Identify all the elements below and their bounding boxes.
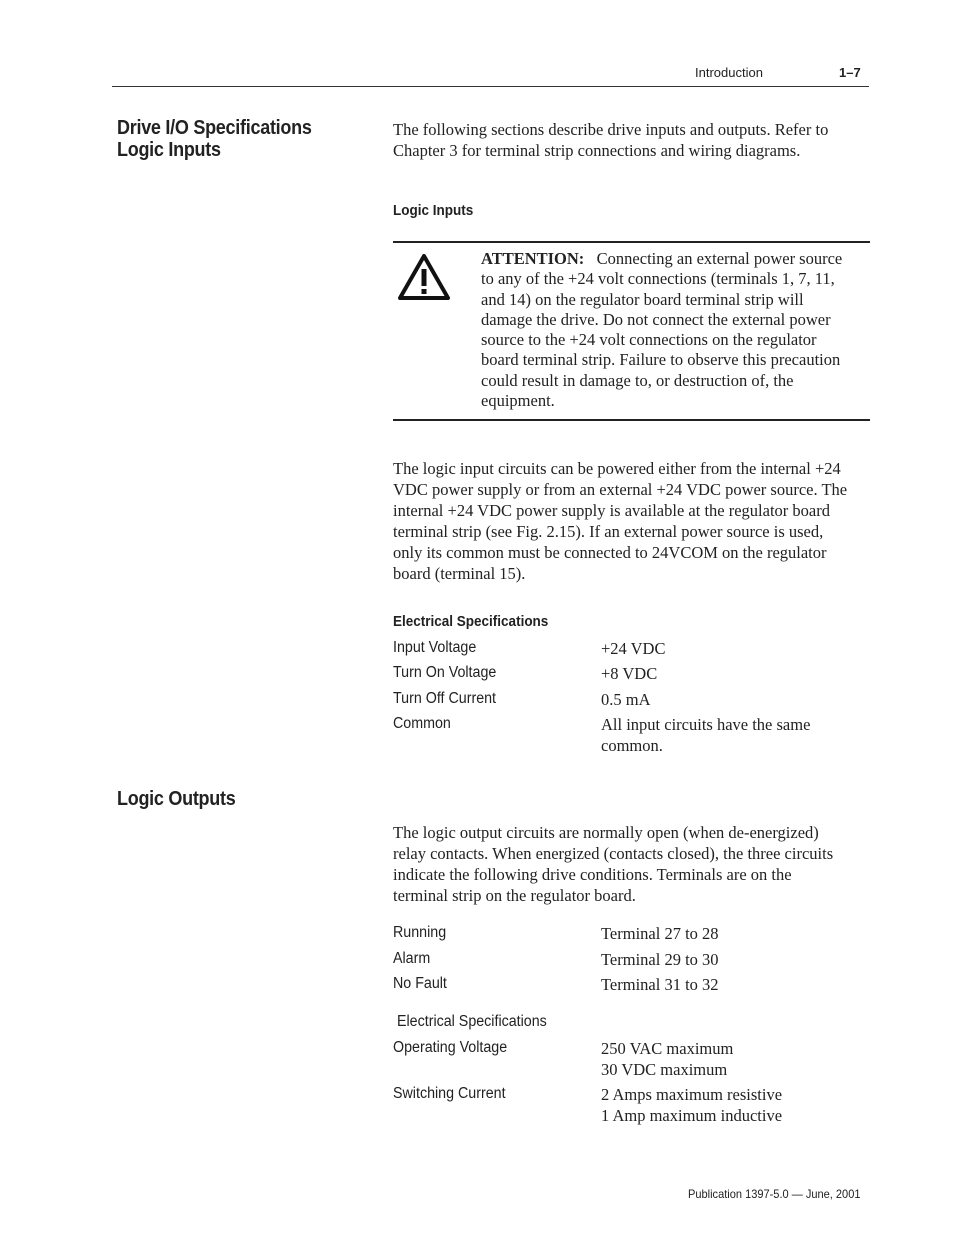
- header-rule: [112, 86, 869, 87]
- subheading-electrical-specifications-outputs: Electrical Specifications: [397, 1013, 547, 1030]
- attention-label: ATTENTION:: [481, 249, 585, 268]
- spec-label: Turn On Voltage: [393, 664, 497, 681]
- publication-footer: Publication 1397-5.0 — June, 2001: [688, 1187, 861, 1201]
- spec-label: Input Voltage: [393, 639, 477, 656]
- attention-line: equipment.: [481, 391, 555, 411]
- paragraph-line: The logic input circuits can be powered either from the internal +24: [393, 459, 841, 478]
- subheading-logic-inputs: Logic Inputs: [393, 202, 474, 219]
- terminal-label: Running: [393, 924, 447, 941]
- intro-line: Chapter 3 for terminal strip connections and wiring diagrams.: [393, 141, 801, 160]
- spec-value: All input circuits have the same: [601, 715, 811, 734]
- section-heading-logic-inputs: Logic Inputs: [117, 139, 221, 161]
- terminal-label: Alarm: [393, 950, 431, 967]
- paragraph-line: The logic output circuits are normally open (when de-energized): [393, 823, 819, 842]
- spec-value: +24 VDC: [601, 639, 666, 658]
- attention-top-rule: [393, 241, 870, 243]
- terminal-label: No Fault: [393, 975, 447, 992]
- spec-label: Operating Voltage: [393, 1039, 508, 1056]
- attention-text: Connecting an external power source: [596, 249, 843, 268]
- running-header-section: Introduction: [695, 65, 763, 80]
- attention-line: damage the drive. Do not connect the external power: [481, 309, 831, 329]
- attention-line: and 14) on the regulator board terminal strip will: [481, 289, 804, 309]
- section-heading-logic-outputs: Logic Outputs: [117, 788, 236, 810]
- warning-triangle-icon: [397, 253, 451, 301]
- spec-value: common.: [601, 736, 663, 755]
- spec-value: +8 VDC: [601, 664, 658, 683]
- terminal-value: Terminal 27 to 28: [601, 924, 719, 943]
- attention-line: could result in damage to, or destruction of, the: [481, 370, 794, 390]
- paragraph-line: only its common must be connected to 24VCOM on the regulator: [393, 543, 827, 562]
- terminal-value: Terminal 29 to 30: [601, 950, 719, 969]
- attention-line: to any of the +24 volt connections (terminals 1, 7, 11,: [481, 269, 835, 289]
- spec-label: Common: [393, 715, 451, 732]
- paragraph-line: board (terminal 15).: [393, 564, 526, 583]
- paragraph-line: relay contacts. When energized (contacts closed), the three circuits: [393, 844, 834, 863]
- attention-line: board terminal strip. Failure to observe this precaution: [481, 350, 841, 370]
- spec-value: 2 Amps maximum resistive: [601, 1085, 783, 1104]
- paragraph-line: internal +24 VDC power supply is available at the regulator board: [393, 501, 830, 520]
- spec-value: 1 Amp maximum inductive: [601, 1106, 783, 1125]
- paragraph-line: VDC power supply or from an external +24 VDC power source. The: [393, 480, 848, 499]
- paragraph-line: terminal strip on the regulator board.: [393, 886, 636, 905]
- spec-value: 30 VDC maximum: [601, 1060, 728, 1079]
- section-heading-drive-io: Drive I/O Specifications: [117, 117, 312, 139]
- logic-outputs-paragraph: [393, 822, 873, 906]
- attention-message: [481, 249, 866, 411]
- intro-line: The following sections describe drive inputs and outputs. Refer to: [393, 120, 829, 139]
- logic-inputs-paragraph: [393, 458, 873, 584]
- spec-value: 0.5 mA: [601, 690, 651, 709]
- paragraph-line: terminal strip (see Fig. 2.15). If an external power source is used,: [393, 522, 824, 541]
- attention-line: [481, 249, 866, 269]
- paragraph-line: indicate the following drive conditions. Terminals are on the: [393, 865, 792, 884]
- terminal-value: Terminal 31 to 32: [601, 975, 719, 994]
- subheading-electrical-specifications: Electrical Specifications: [393, 613, 549, 630]
- attention-bottom-rule: [393, 419, 870, 421]
- spec-value: 250 VAC maximum: [601, 1039, 734, 1058]
- page-number: 1–7: [839, 65, 861, 80]
- attention-line: source to the +24 volt connections on the regulator: [481, 330, 817, 350]
- spec-label: Turn Off Current: [393, 690, 497, 707]
- spec-label: Switching Current: [393, 1085, 506, 1102]
